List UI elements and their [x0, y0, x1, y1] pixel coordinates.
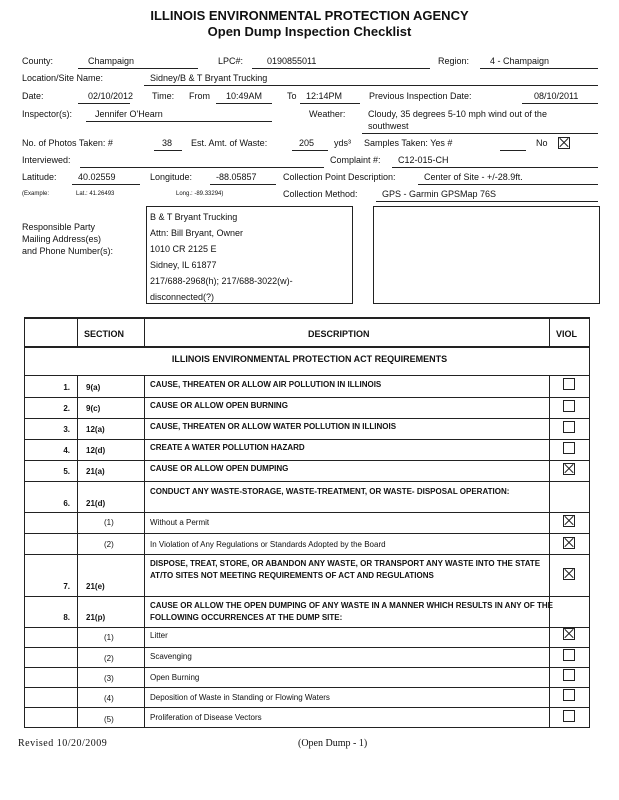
region-label: Region: — [438, 56, 470, 66]
waste-unit: yds³ — [334, 138, 352, 148]
page-indicator: (Open Dump - 1) — [298, 738, 368, 749]
example-lat: Lat.: 41.26493 — [76, 191, 115, 197]
row-description: CREATE A WATER POLLUTION HAZARD — [150, 443, 305, 452]
complaint-label: Complaint #: — [330, 155, 381, 165]
row-section: 12(a) — [86, 425, 105, 434]
row-section: 21(e) — [86, 582, 105, 591]
responsible-address: B & T Bryant Trucking Attn: Bill Bryant, Owner 1010 CR 2125 E Sidney, IL 61877 217/688-2968(h); 217/688-3022(w)- disconnected(?) — [150, 212, 293, 302]
weather-value-line2: southwest — [368, 121, 409, 131]
prev-inspection-value: 08/10/2011 — [534, 91, 579, 101]
location-value: Sidney/B & T Bryant Trucking — [150, 73, 268, 83]
col-description: DESCRIPTION — [308, 329, 370, 339]
viol-checkbox[interactable] — [563, 568, 575, 580]
date-label: Date: — [22, 91, 44, 101]
complaint-value: C12-015-CH — [398, 155, 449, 165]
inspectors-label: Inspector(s): — [22, 109, 73, 119]
row-description: Without a Permit — [150, 518, 210, 527]
photos-value: 38 — [162, 138, 173, 148]
weather-label: Weather: — [309, 109, 346, 119]
row-section: 21(a) — [86, 467, 105, 476]
time-from-value: 10:49AM — [226, 91, 263, 101]
interviewed-label: Interviewed: — [22, 155, 71, 165]
row-section: (1) — [104, 518, 114, 527]
row-section: 9(a) — [86, 383, 101, 392]
inspectors-value: Jennifer O'Hearn — [95, 109, 163, 119]
collection-point-value: Center of Site - +/-28.9ft. — [424, 172, 523, 182]
region-value: 4 - Champaign — [490, 56, 550, 66]
samples-no-checkbox[interactable] — [558, 137, 570, 149]
county-value: Champaign — [88, 56, 135, 66]
date-value: 02/10/2012 — [88, 91, 134, 101]
revised-date: Revised 10/20/2009 — [18, 738, 108, 749]
act-heading: ILLINOIS ENVIRONMENTAL PROTECTION ACT REQUIREMENTS — [171, 354, 448, 364]
county-label: County: — [22, 56, 54, 66]
longitude-value: -88.05857 — [216, 172, 257, 182]
prev-inspection-label: Previous Inspection Date: — [369, 91, 472, 101]
viol-checkbox[interactable] — [563, 689, 575, 701]
photos-label: No. of Photos Taken: # — [22, 138, 113, 148]
from-label: From — [189, 91, 210, 101]
row-number: 3. — [63, 425, 70, 434]
lpc-label: LPC#: — [218, 56, 244, 66]
location-label: Location/Site Name: — [22, 73, 104, 83]
viol-checkbox[interactable] — [563, 649, 575, 661]
row-number: 6. — [63, 499, 70, 508]
no-label: No — [536, 138, 548, 148]
waste-label: Est. Amt. of Waste: — [191, 138, 268, 148]
example-long: Long.: -89.33294) — [176, 191, 224, 197]
row-description: In Violation of Any Regulations or Standards Adopted by the Board — [150, 540, 386, 549]
waste-value: 205 — [299, 138, 315, 148]
row-section: (5) — [104, 715, 114, 724]
row-number: 4. — [63, 446, 70, 455]
viol-checkbox[interactable] — [563, 463, 575, 475]
row-description: Open Burning — [150, 673, 200, 682]
lpc-value: 0190855011 — [267, 56, 317, 66]
row-description: CAUSE OR ALLOW OPEN DUMPING — [150, 464, 289, 473]
samples-label: Samples Taken: Yes # — [364, 138, 453, 148]
row-section: (2) — [104, 540, 114, 549]
collection-point-label: Collection Point Description: — [283, 172, 396, 182]
latitude-label: Latitude: — [22, 172, 57, 182]
viol-checkbox[interactable] — [563, 442, 575, 454]
viol-checkbox[interactable] — [563, 421, 575, 433]
collection-method-label: Collection Method: — [283, 189, 358, 199]
time-label: Time: — [152, 91, 175, 101]
viol-checkbox[interactable] — [563, 669, 575, 681]
row-section: 21(p) — [86, 613, 106, 622]
viol-checkbox[interactable] — [563, 378, 575, 390]
row-description: CONDUCT ANY WASTE-STORAGE, WASTE-TREATMENT, OR WASTE- DISPOSAL OPERATION: — [150, 487, 510, 496]
row-section: 9(c) — [86, 404, 101, 413]
latitude-value: 40.02559 — [78, 172, 116, 182]
row-number: 7. — [63, 582, 70, 591]
to-label: To — [287, 91, 297, 101]
row-section: (4) — [104, 694, 114, 703]
viol-checkbox[interactable] — [563, 400, 575, 412]
row-section: (3) — [104, 674, 114, 683]
collection-method-value: GPS - Garmin GPSMap 76S — [382, 189, 497, 199]
row-section: (2) — [104, 654, 114, 663]
row-description: Scavenging — [150, 652, 192, 661]
viol-checkbox[interactable] — [563, 537, 575, 549]
col-section: SECTION — [84, 329, 125, 339]
example-label: (Example: — [22, 191, 50, 197]
row-description: Proliferation of Disease Vectors — [150, 713, 262, 722]
row-number: 2. — [63, 404, 70, 413]
row-number: 8. — [63, 613, 70, 622]
row-section: (1) — [104, 633, 114, 642]
form-title: Open Dump Inspection Checklist — [207, 24, 412, 39]
row-description: CAUSE, THREATEN OR ALLOW WATER POLLUTION IN ILLINOIS — [150, 422, 397, 431]
row-number: 1. — [63, 383, 70, 392]
row-description: Litter — [150, 631, 168, 640]
viol-checkbox[interactable] — [563, 515, 575, 527]
row-description: CAUSE OR ALLOW OPEN BURNING — [150, 401, 288, 410]
second-party-box — [373, 206, 600, 304]
time-to-value: 12:14PM — [306, 91, 343, 101]
responsible-label: Responsible Party Mailing Address(es) and Phone Number(s): — [22, 222, 114, 256]
viol-checkbox[interactable] — [563, 628, 575, 640]
row-description: DISPOSE, TREAT, STORE, OR ABANDON ANY WASTE, OR TRANSPORT ANY WASTE INTO THE STATE AT/TO SITES NOT MEETING REQUIREMENTS OF ACT AND REGULATIONS — [150, 559, 541, 580]
row-section: 12(d) — [86, 446, 106, 455]
row-section: 21(d) — [86, 499, 106, 508]
row-number: 5. — [63, 467, 70, 476]
weather-value-line1: Cloudy, 35 degrees 5-10 mph wind out of the — [368, 109, 547, 119]
viol-checkbox[interactable] — [563, 710, 575, 722]
row-description: CAUSE, THREATEN OR ALLOW AIR POLLUTION IN ILLINOIS — [150, 380, 382, 389]
agency-title: ILLINOIS ENVIRONMENTAL PROTECTION AGENCY — [150, 8, 469, 23]
longitude-label: Longitude: — [150, 172, 193, 182]
row-description: CAUSE OR ALLOW THE OPEN DUMPING OF ANY WASTE IN A MANNER WHICH RESULTS IN ANY OF THE FOLLOWING OCCURRENCES AT THE DUMP SITE: — [150, 601, 553, 622]
row-description: Deposition of Waste in Standing or Flowing Waters — [150, 693, 330, 702]
col-viol: VIOL — [556, 329, 578, 339]
